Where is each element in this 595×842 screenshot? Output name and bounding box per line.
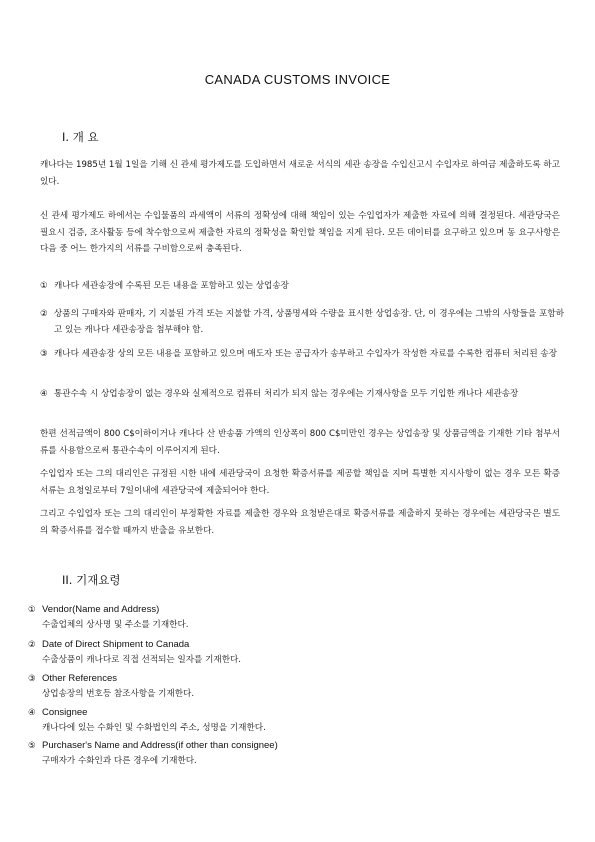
- field-entry-vendor: [28, 603, 568, 632]
- section-1-heading: I. 개 요: [62, 130, 99, 144]
- entry-number: ①: [28, 605, 36, 615]
- field-entry-shipment-date: [28, 638, 568, 667]
- item-text: 상품의 구매자와 판매자, 기 지불된 가격 또는 지불할 가격, 상품명세와 수량을 표시한 상업송장. 단, 이 경우에는 그밖의 사항들을 포함하고 있는 캐나다 세관송장을 첨부해야 함.: [54, 309, 564, 335]
- entry-number: ③: [28, 674, 36, 684]
- item-number: ④: [40, 389, 48, 399]
- intro-paragraph-2: 신 관세 평가제도 하에서는 수입물품의 과세액이 서류의 정확성에 대해 책임이 있는 수입업자가 제출한 자료에 의해 결정된다. 세관당국은 필요시 검증, 조사활동 등에 착수함으로써 제출한 자료의 정확성을 확인할 책임을 지게 된다. 모든 데이터를 요구하고 있으며 동 요구사항은 다음 중 어느 한가지의 서류를 구비함으로써 충족된다.: [40, 211, 560, 254]
- entry-heading: Vendor(Name and Address): [42, 604, 160, 615]
- requirement-item-3: [40, 346, 564, 362]
- requirement-item-1: [40, 278, 564, 294]
- item-number: ③: [40, 349, 48, 359]
- entry-description: 수출상품이 캐나다로 직접 선적되는 일자를 기재한다.: [42, 654, 242, 665]
- entry-description: 캐나다에 있는 수화인 및 수화법인의 주소, 성명을 기재한다.: [42, 722, 266, 733]
- field-entry-purchaser: [28, 739, 568, 768]
- requirement-item-2: [40, 306, 564, 338]
- section-2-heading: II. 기재요령: [62, 573, 121, 587]
- requirement-item-4: [40, 386, 564, 402]
- document-title: CANADA CUSTOMS INVOICE: [204, 72, 391, 87]
- item-number: ②: [40, 309, 48, 319]
- closing-paragraph-3: 그리고 수입업자 또는 그의 대리인이 부정확한 자료를 제출한 경우와 요청받은대로 확증서류를 제출하지 못하는 경우에는 세관당국은 별도의 확증서류를 접수할 때까지 반출을 유보한다.: [40, 509, 560, 536]
- entry-heading: Other References: [42, 673, 117, 684]
- field-entry-other-references: [28, 672, 568, 701]
- item-text: 캐나다 세관송장에 수록된 모든 내용을 포함하고 있는 상업송장: [54, 281, 289, 291]
- entry-description: 수출업체의 상사명 및 주소를 기재한다.: [42, 619, 189, 630]
- entry-heading: Consignee: [42, 707, 88, 718]
- closing-paragraph-2: 수입업자 또는 그의 대리인은 규정된 시한 내에 세관당국이 요청한 확증서류를 제공할 책임을 지며 특별한 지시사항이 없는 경우 모든 확증서류는 요청일로부터 7일이내에 세관당국에 제출되어야 한다.: [40, 469, 560, 496]
- entry-description: 상업송장의 번호등 참조사항을 기재한다.: [42, 688, 195, 699]
- intro-paragraph-1: 캐나다는 1985년 1월 1일을 기해 신 관세 평가제도를 도입하면서 새로운 서식의 세관 송장을 수입신고시 수입자로 하여금 제출하도록 하고 있다.: [40, 160, 560, 187]
- field-entry-consignee: [28, 706, 568, 735]
- closing-paragraph-1: 한편 선적금액이 800 C$이하이거나 캐나다 산 반송품 가액의 인상폭이 800 C$미만인 경우는 상업송장 및 상품금액을 기재한 기타 첨부서류를 사용함으로써 통관수속이 이루어지게 된다.: [40, 429, 560, 456]
- entry-description: 구매자가 수화인과 다른 경우에 기재한다.: [42, 755, 197, 766]
- item-text: 캐나다 세관송장 상의 모든 내용을 포함하고 있으며 매도자 또는 공급자가 송부하고 수입자가 작성한 자료를 수록한 컴퓨터 처리된 송장: [54, 349, 558, 359]
- item-number: ①: [40, 281, 48, 291]
- entry-number: ⑤: [28, 741, 36, 751]
- entry-heading: Date of Direct Shipment to Canada: [42, 639, 190, 650]
- entry-heading: Purchaser's Name and Address(if other than consignee): [42, 740, 278, 751]
- item-text: 통관수속 시 상업송장이 없는 경우와 실제적으로 컴퓨터 처리가 되지 않는 경우에는 기재사항을 모두 기입한 캐나다 세관송장: [54, 389, 519, 399]
- entry-number: ②: [28, 640, 36, 650]
- entry-number: ④: [28, 708, 36, 718]
